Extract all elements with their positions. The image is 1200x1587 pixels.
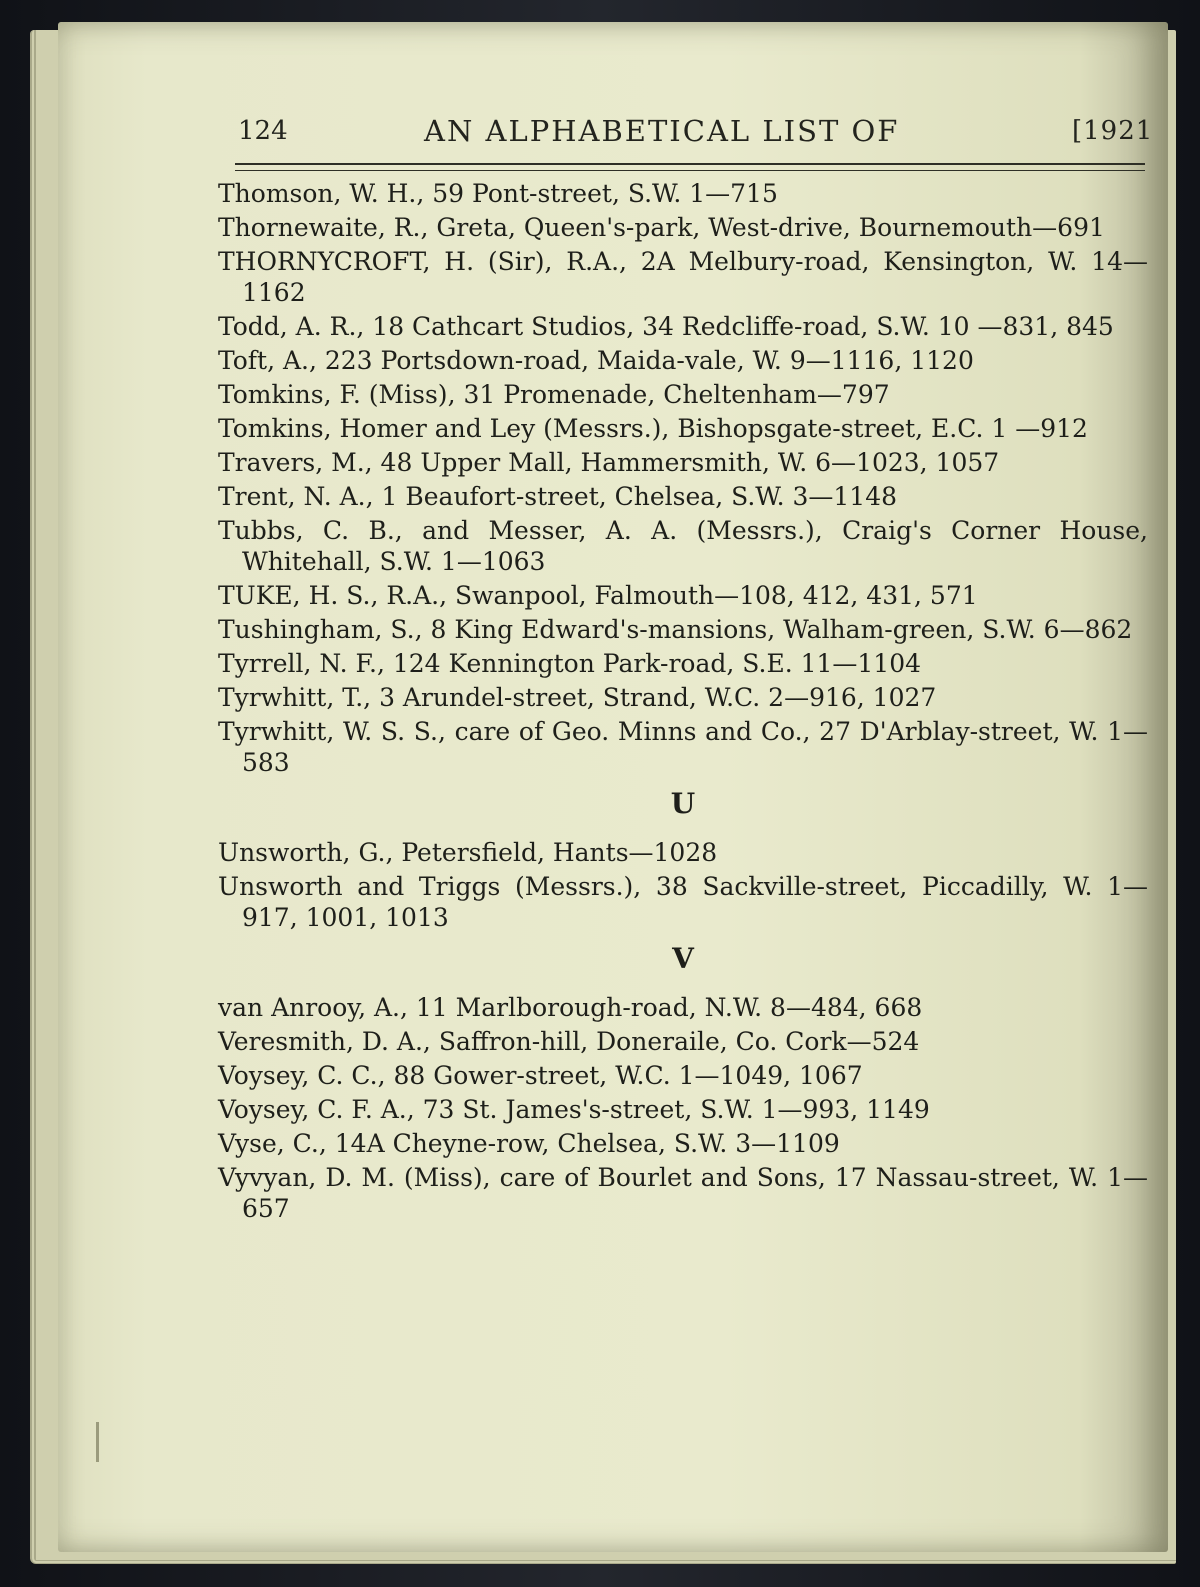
list-entry: Toft, A., 223 Portsdown-road, Maida-vale, W. 9—1116, 1120 [218,346,974,375]
list-entry: Vyse, C., 14A Cheyne-row, Chelsea, S.W. 3—1109 [218,1129,840,1158]
directory-list [218,178,1148,1227]
list-entry: Voysey, C. F. A., 73 St. James's-street, S.W. 1—993, 1149 [218,1095,930,1124]
list-entry: Tubbs, C. B., and Messer, A. A. (Messrs.), Craig's Corner House, Whitehall, S.W. 1—1063 [218,516,1148,576]
section-heading-v: V [672,942,694,975]
list-entry: TUKE, H. S., R.A., Swanpool, Falmouth—108, 412, 431, 571 [218,581,978,610]
list-entry: Unsworth, G., Petersfield, Hants—1028 [218,838,718,867]
section-u [218,788,1148,933]
list-entry: Tomkins, F. (Miss), 31 Promenade, Cheltenham—797 [218,380,890,409]
list-entry: Veresmith, D. A., Saffron-hill, Doneraile, Co. Cork—524 [218,1027,920,1056]
list-entry: Tyrrell, N. F., 124 Kennington Park-road, S.E. 11—1104 [218,649,922,678]
header-rule [235,163,1145,171]
list-entry: Tyrwhitt, W. S. S., care of Geo. Minns and Co., 27 D'Arblay-street, W. 1—583 [218,717,1148,777]
list-entry: Tushingham, S., 8 King Edward's-mansions, Walham-green, S.W. 6—862 [218,615,1133,644]
section-v [218,943,1148,1224]
list-entry: Thomson, W. H., 59 Pont-street, S.W. 1—715 [218,179,778,208]
list-entry: van Anrooy, A., 11 Marlborough-road, N.W. 8—484, 668 [218,993,923,1022]
list-entry: Voysey, C. C., 88 Gower-street, W.C. 1—1049, 1067 [218,1061,863,1090]
list-entry: Unsworth and Triggs (Messrs.), 38 Sackville-street, Piccadilly, W. 1—917, 1001, 1013 [218,872,1148,932]
list-entry: Tomkins, Homer and Ley (Messrs.), Bishopsgate-street, E.C. 1 —912 [218,414,1088,443]
page-number: 124 [238,116,288,146]
section-t [218,178,1148,778]
list-entry: Vyvyan, D. M. (Miss), care of Bourlet and Sons, 17 Nassau-street, W. 1—657 [218,1163,1148,1223]
list-entry: Trent, N. A., 1 Beaufort-street, Chelsea, S.W. 3—1148 [218,482,898,511]
list-entry: Travers, M., 48 Upper Mall, Hammersmith, W. 6—1023, 1057 [218,448,1000,477]
running-header [178,110,1154,154]
year-label: [1921 [1072,116,1154,146]
list-entry: Thornewaite, R., Greta, Queen's-park, West-drive, Bournemouth—691 [218,213,1105,242]
section-heading-u: U [670,787,696,820]
list-entry: Tyrwhitt, T., 3 Arundel-street, Strand, W.C. 2—916, 1027 [218,683,937,712]
list-entry: THORNYCROFT, H. (Sir), R.A., 2A Melbury-road, Kensington, W. 14—1162 [218,247,1148,307]
running-title: AN ALPHABETICAL LIST OF [424,114,900,148]
page-notch [96,1422,99,1462]
list-entry: Todd, A. R., 18 Cathcart Studios, 34 Redcliffe-road, S.W. 10 —831, 845 [218,312,1114,341]
